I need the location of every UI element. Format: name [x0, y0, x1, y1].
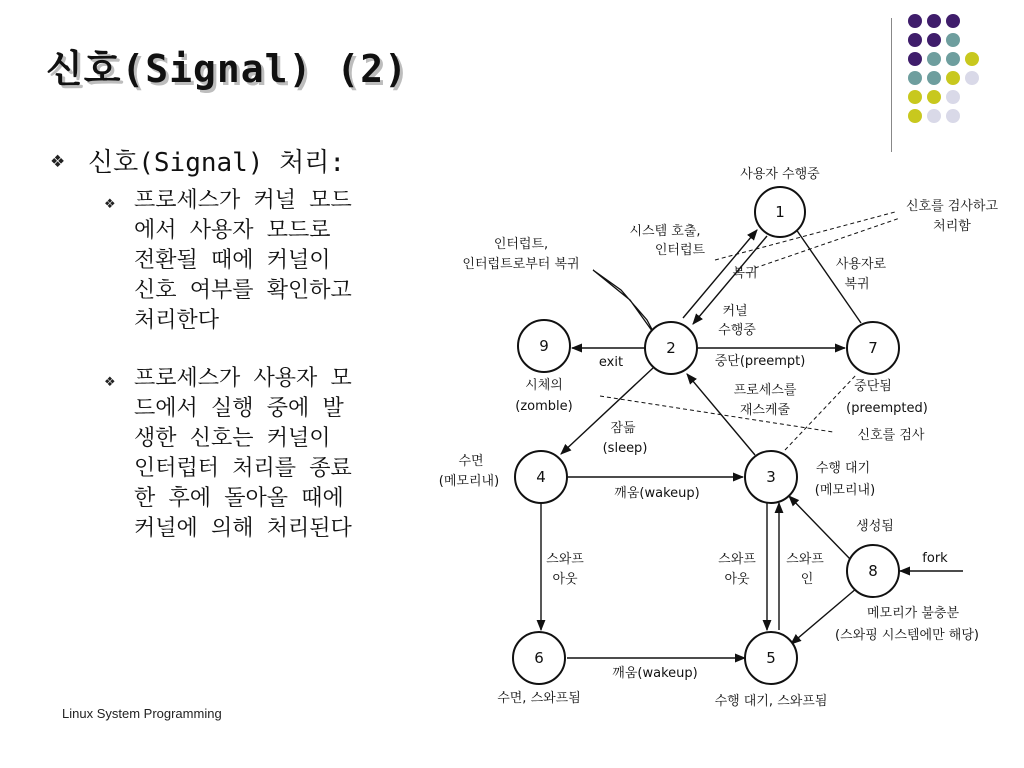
edge-label-preempt: 수행중 — [718, 323, 756, 338]
edge-label-interrupt: 인터럽트로부터 복귀 — [462, 257, 580, 272]
edge-label-memory: 메모리가 불충분 — [866, 606, 960, 621]
slide-title: 신호(Signal) (2) — [46, 47, 408, 91]
svg-text:5: 5 — [766, 649, 776, 667]
decorative-dot — [927, 14, 941, 28]
bullet-line: 신호 여부를 확인하고 — [134, 278, 352, 303]
decorative-dot — [946, 33, 960, 47]
state-label-9: (zomble) — [515, 399, 573, 414]
note-signal-check: 신호를 검사 — [857, 428, 925, 443]
signal-check-line — [715, 212, 895, 260]
bullet-line: 생한 신호는 커널이 — [134, 426, 331, 451]
bullet-line: 한 후에 돌아올 때에 — [134, 486, 344, 511]
divider-line — [891, 18, 892, 152]
svg-text:7: 7 — [868, 339, 878, 357]
edge-label-fork: fork — [922, 551, 948, 566]
edge-created-ready — [789, 496, 851, 560]
edge-to-user — [791, 222, 861, 323]
svg-text:9: 9 — [539, 337, 549, 355]
edge-label-syscall: 인터럽트 — [654, 243, 706, 258]
bullet-level1: 신호(Signal) 처리: — [88, 148, 345, 178]
decorative-dot-grid — [908, 14, 1008, 154]
edge-label-sleep: 잠듦 — [610, 421, 636, 436]
note-signal-check-handle: 처리함 — [933, 219, 971, 234]
decorative-dot — [927, 109, 941, 123]
edge-label-preempt: 커널 — [722, 304, 748, 319]
decorative-dot — [927, 90, 941, 104]
edge-label-swapout-mid: 스와프 — [718, 552, 756, 567]
footer-text: Linux System Programming — [62, 706, 222, 721]
state-label-7: 중단됨 — [854, 379, 892, 394]
decorative-dot — [908, 109, 922, 123]
svg-text:1: 1 — [775, 203, 785, 221]
edge-label-to-user: 사용자로 — [835, 257, 887, 272]
bullet-line: 인터럽터 처리를 종료 — [134, 456, 352, 481]
state-label-1: 사용자 수행중 — [740, 167, 820, 182]
bullet-line: 프로세스가 사용자 모 — [134, 366, 352, 391]
edge-label-sleep: (sleep) — [602, 441, 648, 456]
bullet-line: 커널에 의해 처리된다 — [134, 516, 352, 541]
state-node-7 — [847, 322, 899, 374]
bullet-line: 전환될 때에 커널이 — [134, 248, 331, 273]
state-label-3: (메모리내) — [814, 483, 876, 498]
state-node-3 — [745, 451, 797, 503]
edge-label-swapout-left: 아웃 — [552, 572, 578, 587]
edge-label-syscall: 시스템 호출, — [629, 224, 701, 239]
decorative-dot — [946, 109, 960, 123]
state-node-9 — [518, 320, 570, 372]
note-signal-check-handle: 신호를 검사하고 — [905, 199, 999, 214]
edge-label-wakeup: 깨움(wakeup) — [614, 486, 700, 501]
decorative-dot — [946, 52, 960, 66]
state-label-4: 수면 — [458, 454, 484, 469]
decorative-dot — [965, 71, 979, 85]
bullet-line: 프로세스가 커널 모드 — [134, 188, 352, 213]
bullet-line: 처리한다 — [134, 308, 220, 333]
state-label-9: 시체의 — [525, 378, 563, 393]
state-node-8 — [847, 545, 899, 597]
bullet-diamond-icon: ❖ — [104, 197, 116, 212]
state-node-2 — [645, 322, 697, 374]
edge-label-interrupt: 인터럽트, — [493, 237, 549, 252]
edge-label-to-user: 복귀 — [844, 277, 870, 292]
decorative-dot — [908, 90, 922, 104]
decorative-dot — [946, 90, 960, 104]
state-node-4 — [515, 451, 567, 503]
edge-label-swapout-left: 스와프 — [546, 552, 584, 567]
bullet-line: 드에서 실행 중에 발 — [134, 396, 344, 421]
edge-label-wakeup-swapped: 깨움(wakeup) — [612, 666, 698, 681]
bullet-diamond-icon: ❖ — [104, 375, 116, 390]
edge-label-preempt: 중단(preempt) — [714, 354, 806, 369]
decorative-dot — [965, 52, 979, 66]
decorative-dot — [908, 33, 922, 47]
bullet-item-1 — [134, 186, 424, 336]
state-label-5: 수행 대기, 스와프됨 — [714, 694, 828, 709]
decorative-dot — [908, 52, 922, 66]
decorative-dot — [908, 71, 922, 85]
svg-text:6: 6 — [534, 649, 544, 667]
decorative-dot — [946, 14, 960, 28]
edge-label-return: 복귀 — [732, 266, 758, 281]
state-node-5 — [745, 632, 797, 684]
state-node-6 — [513, 632, 565, 684]
state-label-7: (preempted) — [846, 401, 928, 416]
decorative-dot — [908, 14, 922, 28]
decorative-dot — [946, 71, 960, 85]
svg-text:8: 8 — [868, 562, 878, 580]
edge-label-reschedule: 재스케줄 — [739, 403, 791, 418]
svg-text:4: 4 — [536, 468, 546, 486]
edge-label-swapin: 인 — [800, 572, 814, 587]
state-node-1 — [755, 187, 805, 237]
state-label-6: 수면, 스와프됨 — [497, 691, 581, 706]
bullet-line: 에서 사용자 모드로 — [134, 218, 331, 243]
edge-label-swapin: 스와프 — [786, 552, 824, 567]
bullet-item-2 — [134, 364, 424, 544]
process-state-diagram — [425, 160, 1024, 720]
edge-label-swapout-mid: 아웃 — [724, 572, 750, 587]
decorative-dot — [927, 33, 941, 47]
bullet-diamond-icon: ❖ — [50, 152, 66, 172]
edge-interrupt-loop — [593, 270, 655, 335]
state-label-8: 생성됨 — [856, 519, 894, 534]
edge-label-memory: (스와핑 시스템에만 해당) — [835, 628, 979, 643]
svg-text:3: 3 — [766, 468, 776, 486]
state-label-4: (메모리내) — [438, 474, 500, 489]
state-label-3: 수행 대기 — [815, 461, 871, 476]
svg-text:2: 2 — [666, 339, 676, 357]
edge-label-reschedule: 프로세스를 — [733, 383, 797, 398]
decorative-dot — [927, 71, 941, 85]
decorative-dot — [927, 52, 941, 66]
edge-label-exit: exit — [598, 355, 624, 370]
